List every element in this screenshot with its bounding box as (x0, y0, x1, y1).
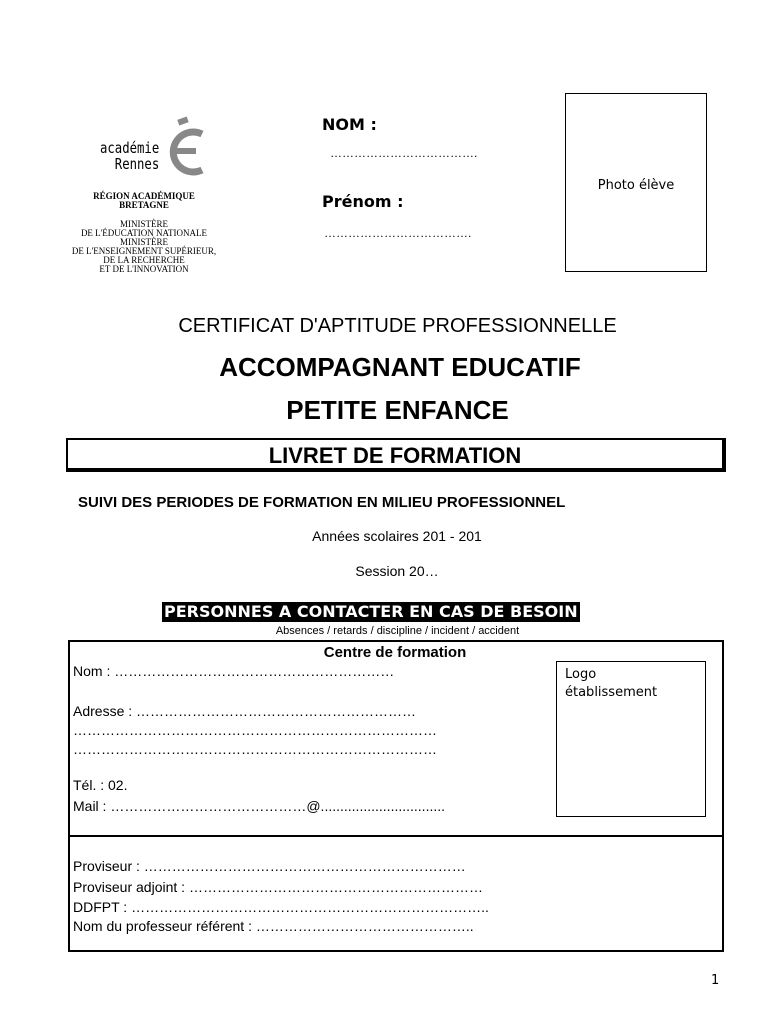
suivi-heading: SUIVI DES PERIODES DE FORMATION EN MILIEU PROFESSIONNEL (78, 494, 566, 511)
adresse-field[interactable]: Adresse : …………………………………………………… (73, 703, 417, 719)
logo-etablissement-box (556, 661, 706, 817)
centre-formation-label: Centre de formation (323, 644, 467, 661)
adresse-line2[interactable]: …………………………………………………………………… (73, 722, 437, 738)
rennes-label: Rennes (114, 155, 160, 173)
photo-box (565, 93, 707, 272)
marianne-e-icon (160, 112, 210, 182)
centre-nom-field[interactable]: Nom : …………………………………………………… (73, 663, 395, 679)
contacts-heading: PERSONNES A CONTACTER EN CAS DE BESOIN (164, 602, 578, 621)
ddfpt-field[interactable]: DDFPT : ………………………………………………………………….. (73, 899, 489, 915)
livret-title: LIVRET DE FORMATION (268, 443, 522, 468)
region-label (60, 192, 228, 210)
page-number: 1 (711, 973, 720, 988)
ministere-line2: DE L'ÉDUCATION NATIONALE (80, 228, 208, 238)
ministere-line3: MINISTÈRE (120, 237, 168, 247)
livret-banner (66, 438, 726, 472)
prof-referent-field[interactable]: Nom du professeur référent : ……………………………………….. (73, 918, 474, 934)
tel-field[interactable]: Tél. : 02. (73, 777, 128, 793)
ministere-line4: DE L'ENSEIGNEMENT SUPÉRIEUR, (71, 246, 217, 256)
session-label: Session 20… (355, 563, 439, 579)
sub-title: PETITE ENFANCE (286, 395, 509, 425)
ministere-line1: MINISTÈRE (120, 219, 168, 229)
mail-field[interactable]: Mail : ……………………………………@................................ (73, 798, 446, 814)
annees-scolaires: Années scolaires 201 - 201 (312, 528, 482, 544)
photo-label: Photo élève (597, 178, 675, 193)
academie-label: académie (100, 139, 160, 157)
contacts-subheading: Absences / retards / discipline / incident / accident (275, 625, 520, 637)
contacts-divider (68, 835, 724, 837)
cap-title: CERTIFICAT D'APTITUDE PROFESSIONNELLE (178, 315, 617, 337)
region-line2: BRETAGNE (119, 200, 169, 210)
ministere-line6: ET DE L'INNOVATION (99, 264, 189, 274)
proviseur-field[interactable]: Proviseur : …………………………………………………………… (73, 858, 466, 874)
nom-label: NOM : (322, 115, 377, 134)
ministere-label (52, 220, 236, 274)
academie-logo-text (100, 140, 159, 172)
proviseur-adjoint-field[interactable]: Proviseur adjoint : ……………………………………………………… (73, 879, 483, 895)
ministere-line5: DE LA RECHERCHE (103, 255, 185, 265)
nom-field[interactable]: ………………………………. (330, 146, 478, 160)
adresse-line3[interactable]: …………………………………………………………………… (73, 741, 437, 757)
main-title: ACCOMPAGNANT EDUCATIF (219, 352, 581, 382)
logo-etablissement-label: Logo établissement (565, 667, 658, 700)
prenom-field[interactable]: ………………………………. (324, 226, 472, 240)
prenom-label: Prénom : (322, 192, 404, 211)
region-line1: RÉGION ACADÉMIQUE (93, 191, 195, 201)
